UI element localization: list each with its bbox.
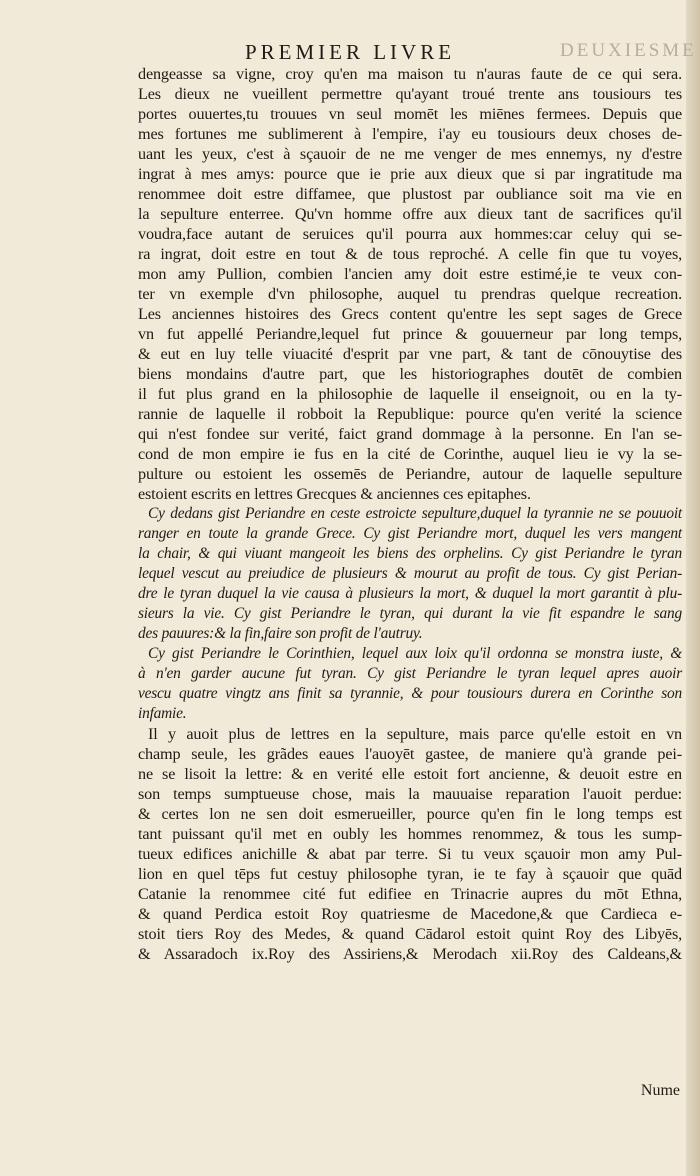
text-line: biens mondains d'autre part, que les historiographes doutēt de combien	[138, 365, 682, 383]
text-line: ra ingrat, doit estre en tout & de tous reproché. A celle fin que tu voyes,	[138, 245, 682, 263]
text-line: & Assaradoch ix.Roy des Assiriens,& Merodach xii.Roy des Caldeans,&	[138, 945, 682, 963]
text-line: Les anciennes histoires des Grecs content qu'entre les sept sages de Grece	[138, 305, 682, 323]
bleed-through-text: DEUXIESME	[560, 40, 697, 61]
text-line: il fut plus grand en la philosophie de laquelle il enseignoit, ou en la ty-	[138, 385, 682, 403]
text-line: lion en quel tēps fut cestuy philosophe tyran, ie te fay à sçauoir que quād	[138, 865, 682, 883]
text-line: estoient escrits en lettres Grecques & anciennes ces epitaphes.	[138, 485, 531, 503]
text-line: cond de mon empire ie fus en la cité de Corinthe, auquel lieu ie vy la se-	[138, 445, 682, 463]
text-line: dengeasse sa vigne, croy qu'en ma maison tu n'auras faute de ce qui sera.	[138, 65, 682, 83]
prose-block-2	[138, 724, 682, 964]
epitaph-line: sieurs la vie. Cy gist Periandre le tyran, qui durant la vie fit espandre le sang	[138, 605, 682, 622]
text-line: qui n'est fondee sur verité, faict grand dommage à la personne. En l'an se-	[138, 425, 682, 443]
text-line: ter vn exemple d'vn philosophe, auquel tu prendras quelque recreation.	[138, 285, 682, 303]
text-line: tueux edifices anichille & abat par terre. Si tu veux sçauoir mon amy Pul-	[138, 845, 682, 863]
text-line: Il y auoit plus de lettres en la sepulture, mais parce qu'elle estoit en vn	[148, 725, 682, 743]
text-line: Catanie la renommee cité fut edifiee en Trinacrie aupres du mōt Ethna,	[138, 885, 682, 903]
text-line: la sepulture enterree. Qu'vn homme offre aux dieux tant de sacrifices qu'il	[138, 205, 682, 223]
text-line: stoit tiers Roy des Medes, & quand Cādarol estoit quint Roy des Libyēs,	[138, 925, 682, 943]
text-line: portes ouuertes,tu trouues vn seul momēt les miēnes fermees. Depuis que	[138, 105, 682, 123]
text-line: & eut en luy telle viuacité d'esprit par vne part, & tant de cōnouytise des	[138, 345, 682, 363]
epitaph-line: vescu quatre vingtz ans finit sa tyrannie, & pour tousiours durera en Corinthe son	[138, 685, 682, 702]
text-line: rannie de laquelle il robboit la Republique: pource qu'en verité la science	[138, 405, 682, 423]
text-line: uant les yeux, c'est à sçauoir de ne me venger de mes ennemys, ny d'estre	[138, 145, 682, 163]
text-line: ne se lisoit la lettre: & en verité elle estoit fort ancienne, & deuoit estre en	[138, 765, 682, 783]
text-line: mon amy Pullion, combien l'ancien amy doit estre estimé,ie te veux con-	[138, 265, 682, 283]
text-line: son temps sumptueuse chose, mais la mauuaise reparation l'auoit perdue:	[138, 785, 682, 803]
body-text	[138, 64, 682, 964]
epitaph-line: à n'en garder aucune fut tyran. Cy gist Periandre le tyran lequel apres auoir	[138, 665, 682, 682]
text-line: tant puissant qu'il met en oubly les hommes renommez, & tous les sump-	[138, 825, 682, 843]
epitaph-line: des pauures:& la fin,faire son profit de l'autruy.	[138, 625, 423, 642]
running-title: PREMIER LIVRE	[244, 40, 456, 64]
text-line: Les dieux ne vueillent permettre qu'ayant troué trente ans tousiours tes	[138, 85, 682, 103]
text-line: mes fortunes me sublimerent à l'empire, i'ay eu tousiours deux choses de-	[138, 125, 682, 143]
epitaph-line: dre le tyran duquel la vie causa à plusieurs la mort, & duquel la mort garantit à plu-	[138, 585, 682, 602]
text-line: & certes lon ne sen doit esmerueiller, pource qu'en fin le long temps est	[138, 805, 682, 823]
epitaph-line: infamie.	[138, 705, 187, 722]
epitaph-line: Cy dedans gist Periandre en ceste estroicte sepulture,duquel la tyrannie ne se pouuoit	[148, 505, 682, 522]
text-line: ingrat à mes amys: pource que ie prie aux dieux que si par ingratitude ma	[138, 165, 682, 183]
text-line: & quand Perdica estoit Roy quatriesme de Macedone,& que Cardieca e-	[138, 905, 682, 923]
epitaph-line: la chair, & qui viuant mangeoit les biens des orphelins. Cy gist Periandre le tyran	[138, 545, 682, 562]
catchword: Nume	[640, 1082, 680, 1099]
text-line: vn fut appellé Periandre,lequel fut prince & gouuerneur par long temps,	[138, 325, 682, 343]
epitaph-line: Cy gist Periandre le Corinthien, lequel aux loix qu'il ordonna se monstra iuste, &	[148, 645, 682, 662]
epitaph-line: ranger en toute la grande Grece. Cy gist Periandre mort, duquel les vers mangent	[138, 525, 682, 542]
text-line: voudra,face autant de seruices qu'il pourra aux hommes:car celuy qui se-	[138, 225, 682, 243]
epitaph-line: lequel vescut au preiudice de plusieurs & mourut au profit de tous. Cy gist Perian-	[138, 565, 682, 582]
text-line: champ seule, les grãdes eaues l'auoyēt gastee, de maniere qu'à grande pei-	[138, 745, 682, 763]
text-line: renommee doit estre diffamee, que plustost par oubliance soit ma vie en	[138, 185, 682, 203]
text-line: pulture ou estoient les ossemēs de Periandre, autour de laquelle sepulture	[138, 465, 682, 483]
prose-block-1	[138, 64, 682, 504]
page-edge	[686, 0, 700, 1176]
epitaph-block	[138, 504, 682, 724]
